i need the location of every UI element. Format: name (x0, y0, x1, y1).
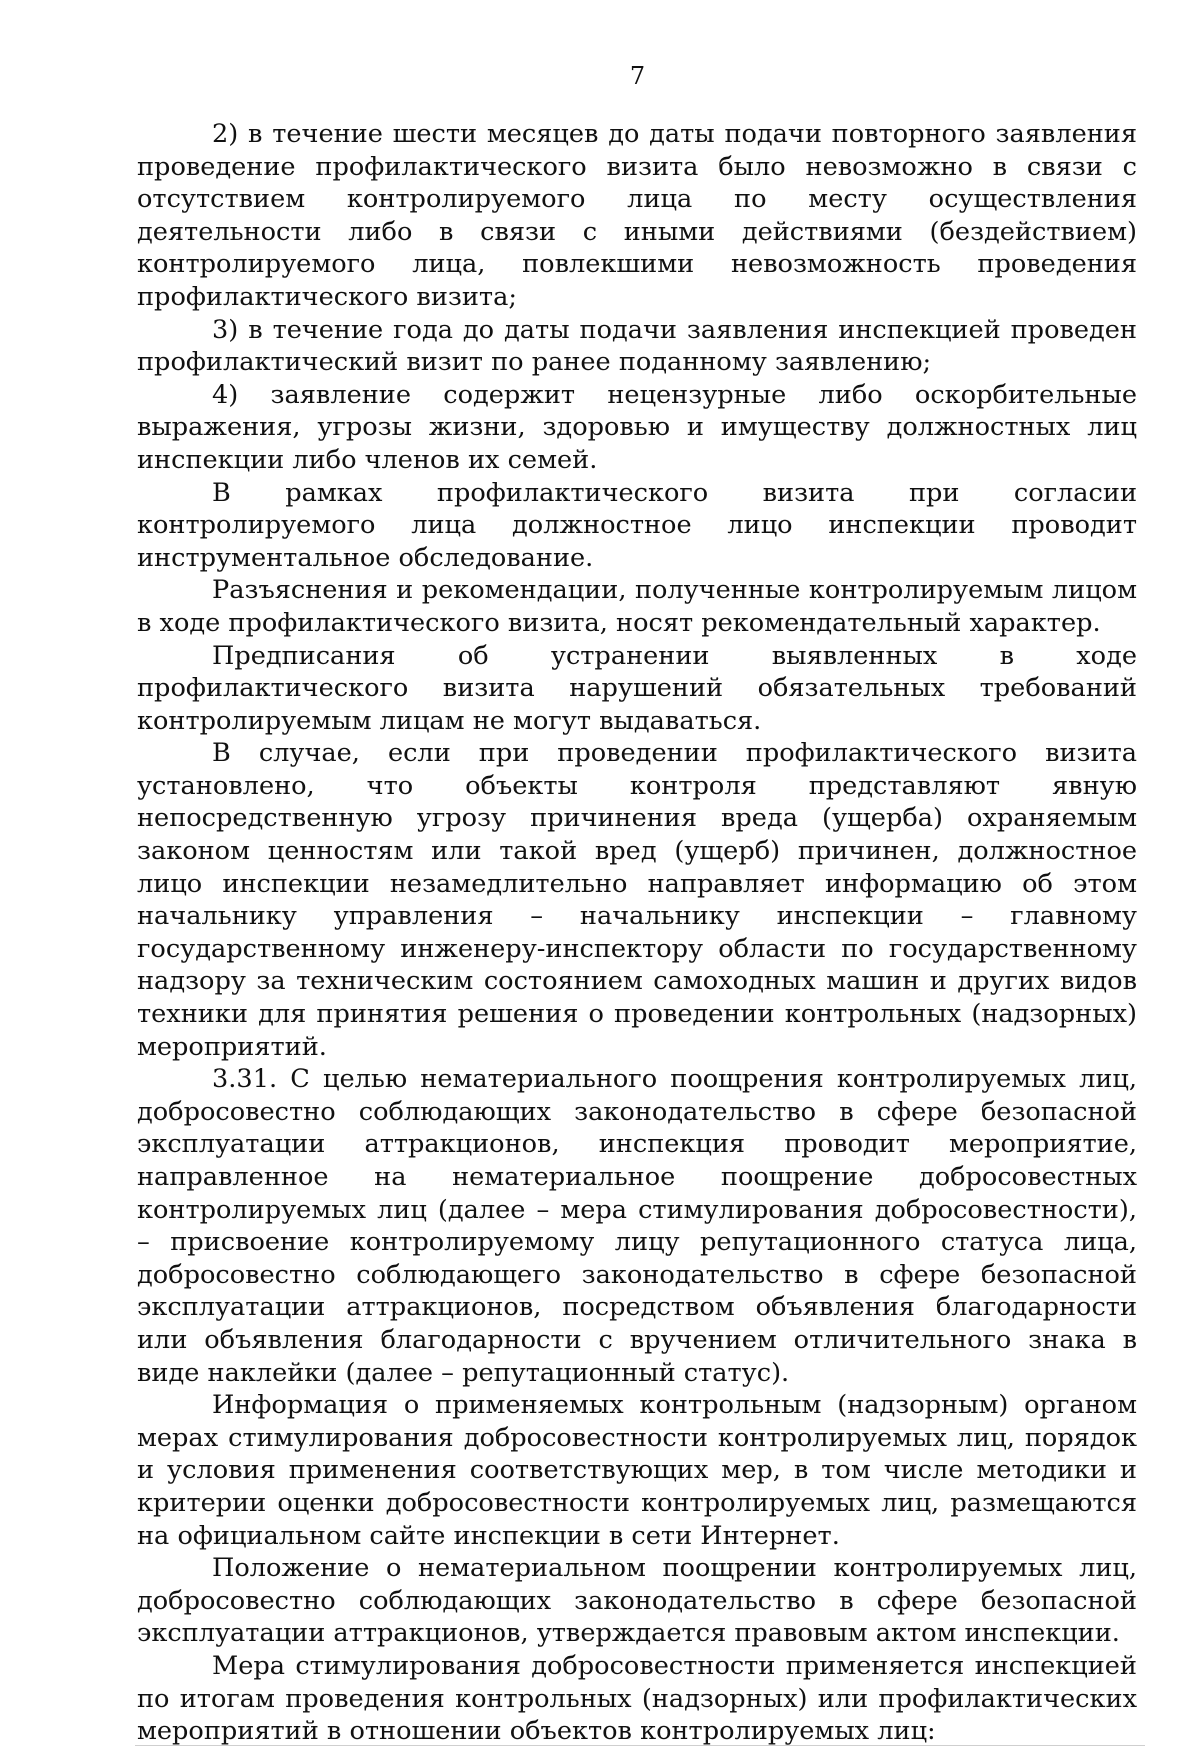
paragraph-recommendations: Разъяснения и рекомендации, полученные контролируемым лицом в ходе профилактического визита, носят рекомендательный характер. (137, 575, 1137, 638)
paragraph-item-3: 3) в течение года до даты подачи заявления инспекцией проведен профилактический визит по ранее поданному заявлению; (137, 314, 1137, 378)
paragraph-threat-case: В случае, если при проведении профилактического визита установлено, что объекты контроля представляют явную непосредственную угрозу причинения вреда (ущерба) охраняемым законом ценностям или такой вред (ущерб) причинен, должностное лицо инспекции незамедлительно направляет информацию об этом начальнику управления – начальнику инспекции – главному государственному инженеру-инспектору области по государственному надзору за техническим состоянием самоходных машин и других видов техники для принятия решения о проведении контрольных (надзорных) мероприятий. (137, 738, 1137, 1062)
bottom-divider (135, 1745, 1145, 1746)
document-body (137, 118, 1137, 1748)
paragraph-item-4: 4) заявление содержит нецензурные либо оскорбительные выражения, угрозы жизни, здоровью и имуществу должностных лиц инспекции либо членов их семей. (137, 379, 1137, 475)
paragraph-information: Информация о применяемых контрольным (надзорным) органом мерах стимулирования добросовестности контролируемых лиц, порядок и условия применения соответствующих мер, в том числе методики и критерии оценки добросовестности контролируемых лиц, размещаются на официальном сайте инспекции в сети Интернет. (137, 1390, 1137, 1551)
paragraph-item-2: 2) в течение шести месяцев до даты подачи повторного заявления проведение профилактического визита было невозможно в связи с отсутствием контролируемого лица по месту осуществления деятельности либо в связи с иными действиями (бездействием) контролируемого лица, повлекшими невозможность проведения профилактического визита; (137, 119, 1137, 312)
paragraph-regulation: Положение о нематериальном поощрении контролируемых лиц, добросовестно соблюдающих законодательство в сфере безопасной эксплуатации аттракционов, утверждается правовым актом инспекции. (137, 1553, 1137, 1649)
paragraph-section-3-31: 3.31. С целью нематериального поощрения контролируемых лиц, добросовестно соблюдающих законодательство в сфере безопасной эксплуатации аттракционов, инспекция проводит мероприятие, направленное на нематериальное поощрение добросовестных контролируемых лиц (далее – мера стимулирования добросовестности), – присвоение контролируемому лицу репутационного статуса лица, добросовестно соблюдающего законодательство в сфере безопасной эксплуатации аттракционов, посредством объявления благодарности или объявления благодарности с вручением отличительного знака в виде наклейки (далее – репутационный статус). (137, 1064, 1137, 1388)
paragraph-instrumental-inspection: В рамках профилактического визита при согласии контролируемого лица должностное лицо инспекции проводит инструментальное обследование. (137, 477, 1137, 573)
paragraph-prescriptions: Предписания об устранении выявленных в ходе профилактического визита нарушений обязательных требований контролируемым лицам не могут выдаваться. (137, 640, 1137, 736)
page-number: 7 (629, 62, 646, 90)
paragraph-incentive-measure: Мера стимулирования добросовестности применяется инспекцией по итогам проведения контрольных (надзорных) или профилактических мероприятий в отношении объектов контролируемых лиц: (137, 1650, 1137, 1747)
